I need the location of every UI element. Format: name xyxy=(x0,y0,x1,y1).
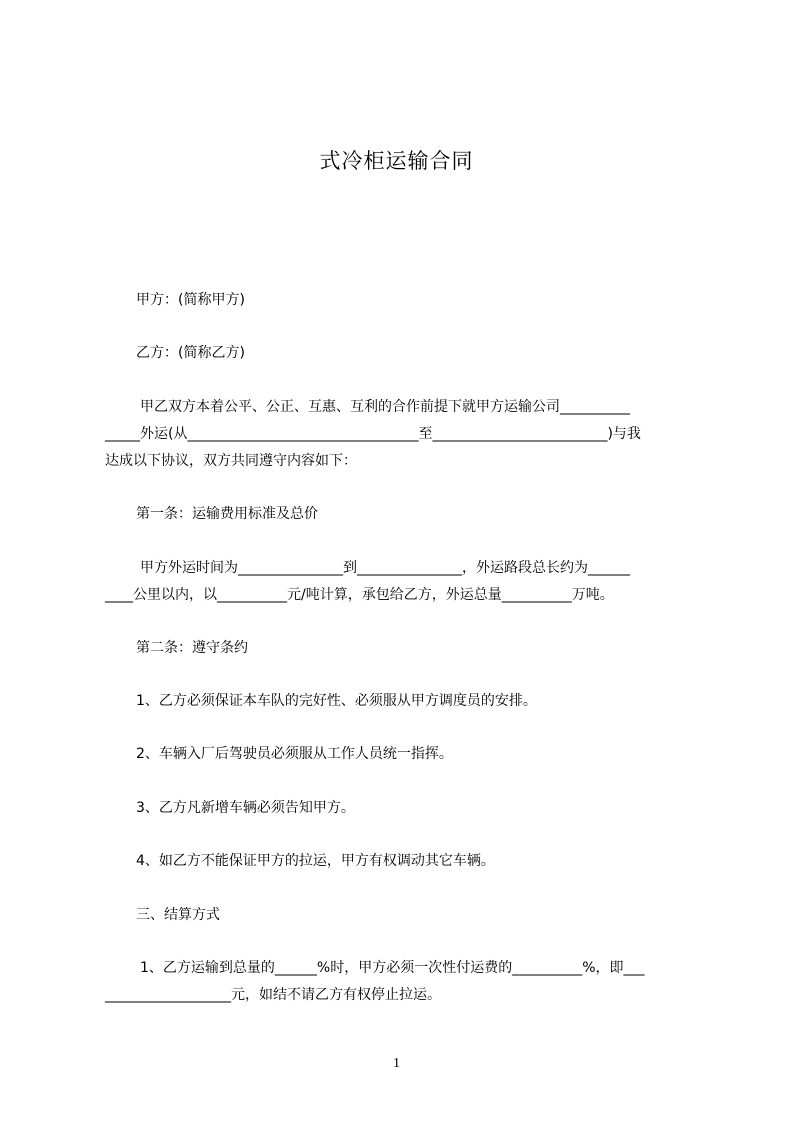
intro-line-3: 达成以下协议，双方共同遵守内容如下： xyxy=(105,453,357,469)
article-2-item: 3、乙方凡新增车辆必须告知甲方。 xyxy=(136,800,355,816)
article-3-line-2: __________________元，如结不请乙方有权停止拉运。 xyxy=(105,987,441,1003)
document-title: 式冷柜运输合同 xyxy=(319,149,474,173)
article-2-item: 1、乙方必须保证本车队的完好性、必须服从甲方调度员的安排。 xyxy=(136,693,537,709)
article-1-line-1: 甲方外运时间为_______________到_______________，外运路段总长约为______ xyxy=(140,560,630,576)
page-number: 1 xyxy=(393,1056,400,1071)
party-b-line: 乙方：(简称乙方) xyxy=(136,345,245,361)
article-2-item: 2、车辆入厂后驾驶员必须服从工作人员统一指挥。 xyxy=(136,746,453,762)
article-3-line-1: 1、乙方运输到总量的______%时，甲方必须一次性付运费的__________%，即___ xyxy=(140,960,645,976)
party-a-line: 甲方：(简称甲方) xyxy=(136,292,245,308)
intro-line-2: _____外运(从_________________________________至_________________________)与我 xyxy=(105,426,641,442)
article-2-item: 4、如乙方不能保证甲方的拉运，甲方有权调动其它车辆。 xyxy=(136,853,495,869)
article-3-heading: 三、结算方式 xyxy=(136,907,220,923)
article-1-line-2: ____公里以内，以__________元/吨计算，承包给乙方，外运总量__________万吨。 xyxy=(105,587,614,603)
intro-line-1: 甲乙双方本着公平、公正、互惠、互利的合作前提下就甲方运输公司__________ xyxy=(140,399,630,415)
article-1-heading: 第一条：运输费用标准及总价 xyxy=(136,506,318,522)
article-2-heading: 第二条：遵守条约 xyxy=(136,640,248,656)
